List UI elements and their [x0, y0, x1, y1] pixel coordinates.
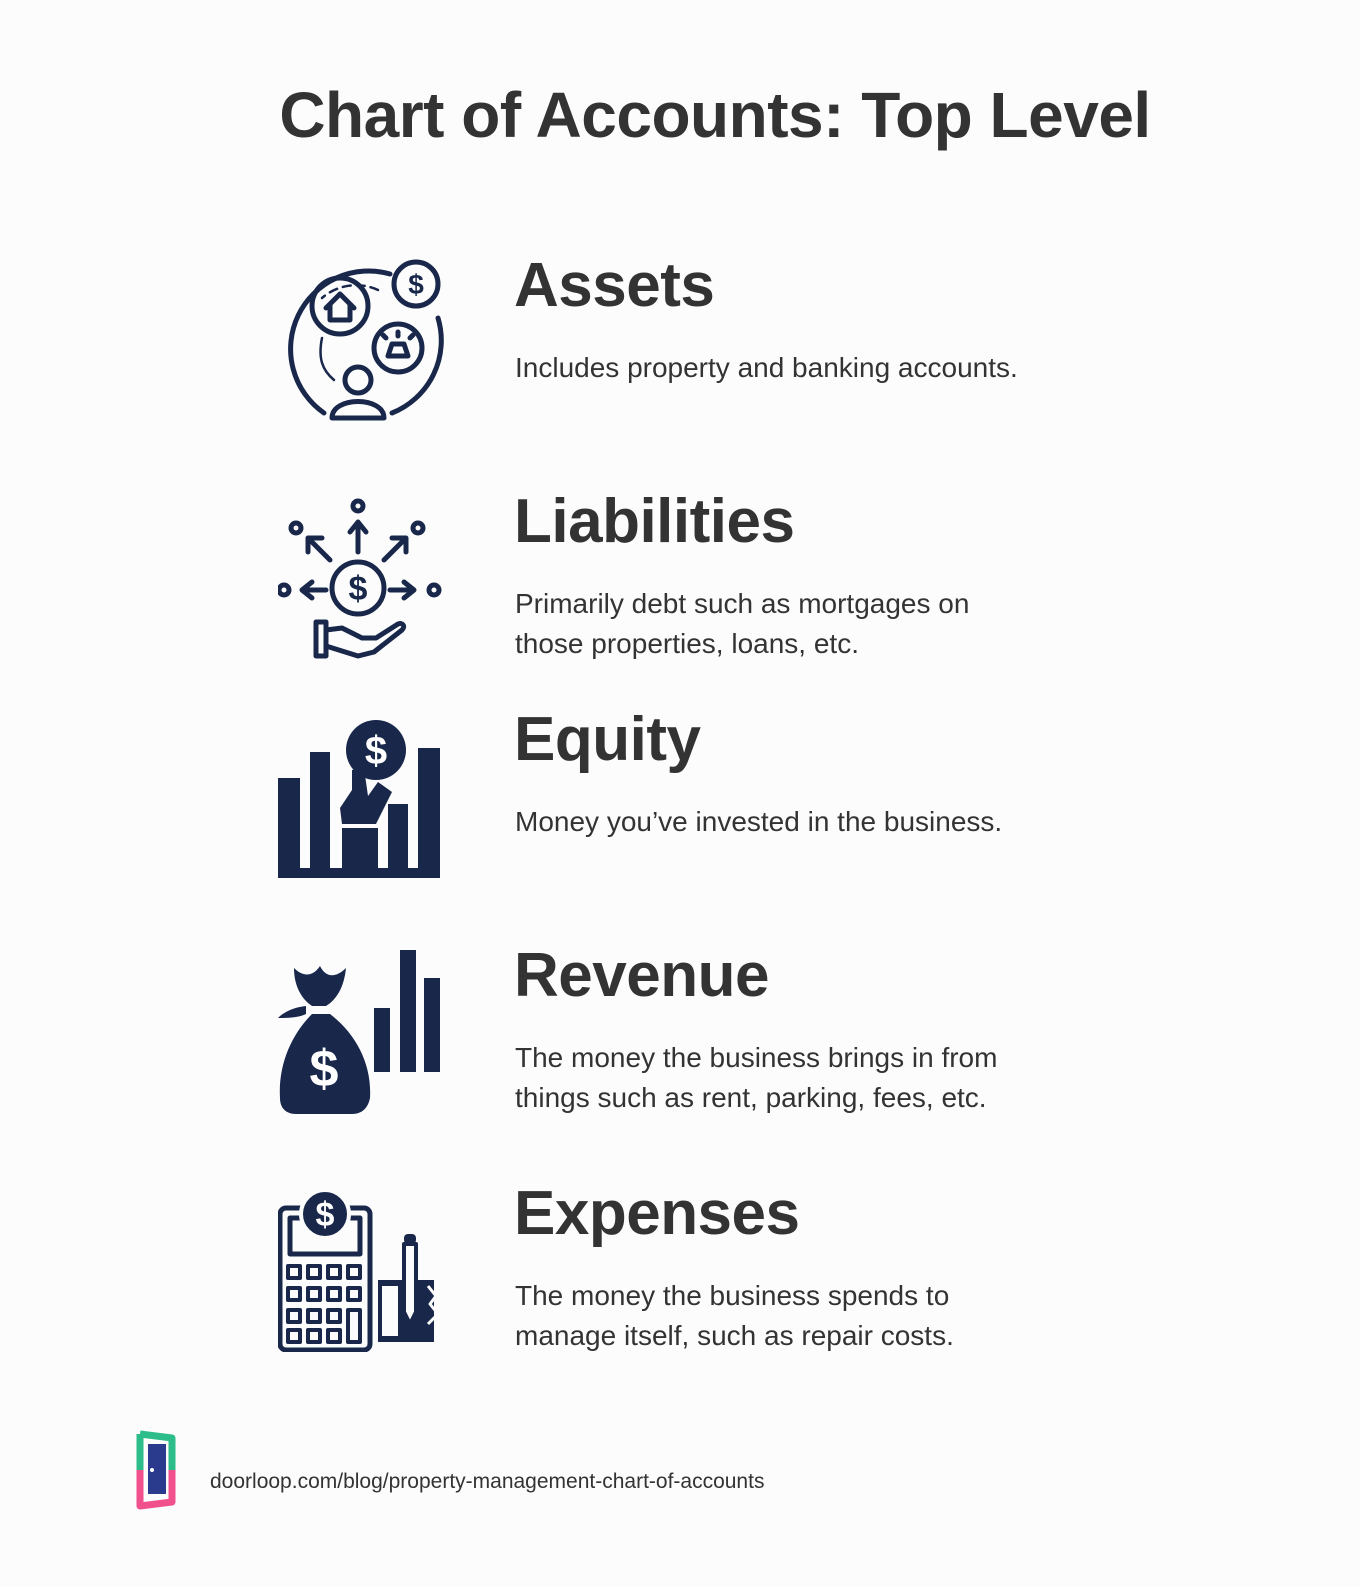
liabilities-icon: [278, 494, 444, 660]
svg-text:$: $: [364, 729, 388, 773]
expenses-icon: [278, 1186, 444, 1352]
svg-text:$: $: [309, 1040, 339, 1098]
account-row-expenses: [278, 1179, 1078, 1386]
footer: [134, 1430, 1034, 1512]
svg-text:$: $: [348, 570, 368, 608]
source-url[interactable]: doorloop.com/blog/property-management-chart-of-accounts: [210, 1470, 765, 1493]
page-title: Chart of Accounts: Top Level: [279, 79, 1151, 151]
account-row-equity: [278, 705, 1078, 912]
account-description: Primarily debt such as mortgages on those properties, loans, etc.: [515, 588, 970, 659]
revenue-icon: [278, 948, 444, 1114]
account-description: The money the business spends to manage itself, such as repair costs.: [515, 1280, 954, 1351]
assets-icon: [278, 258, 444, 424]
svg-text:$: $: [315, 1196, 335, 1234]
account-heading: Expenses: [514, 1179, 800, 1248]
svg-text:$: $: [408, 269, 424, 300]
account-row-liabilities: [278, 487, 1078, 694]
account-description: Money you’ve invested in the business.: [515, 806, 1003, 837]
doorloop-logo: [134, 1430, 178, 1510]
account-description: Includes property and banking accounts.: [515, 352, 1018, 383]
account-heading: Liabilities: [514, 487, 795, 556]
account-heading: Assets: [514, 251, 715, 320]
account-heading: Revenue: [514, 941, 769, 1010]
equity-icon: [278, 712, 444, 878]
account-heading: Equity: [514, 705, 701, 774]
account-row-revenue: [278, 941, 1078, 1148]
account-row-assets: [278, 251, 1078, 458]
account-description: The money the business brings in from things such as rent, parking, fees, etc.: [515, 1042, 998, 1113]
